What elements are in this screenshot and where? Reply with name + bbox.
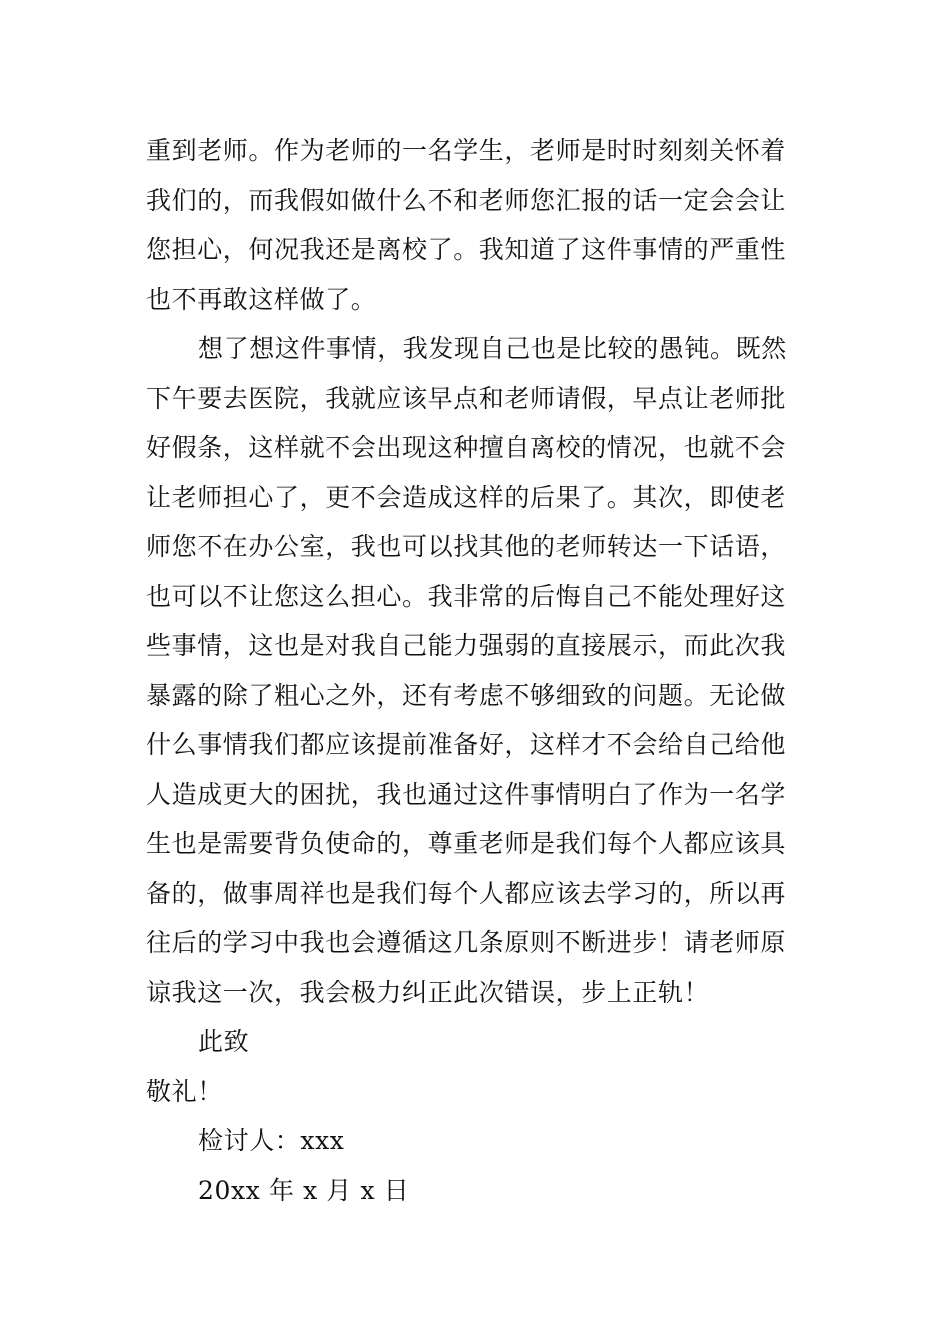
text-line: 想了想这件事情，我发现自己也是比较的愚钝。既然 [198,334,787,363]
text-line: 些事情，这也是对我自己能力强弱的直接展示，而此次我 [146,631,787,660]
text-line: 谅我这一次，我会极力纠正此次错误，步上正轨！ [146,977,710,1007]
text-line: 人造成更大的困扰，我也通过这件事情明白了作为一名学 [146,779,787,809]
text-line: 备的，做事周祥也是我们每个人都应该去学习的，所以再 [146,878,787,908]
closing-salutation: 此致 [198,1027,250,1056]
text-line: 我们的，而我假如做什么不和老师您汇报的话一定会会让 [146,185,787,215]
text-line: 暴露的除了粗心之外，还有考虑不够细致的问题。无论做 [146,680,787,710]
paragraph-2 [146,324,808,1017]
closing-respect: 敬礼！ [146,1076,223,1106]
text-line: 让老师担心了，更不会造成这样的后果了。其次，即使老 [146,482,787,512]
paragraph-1 [146,126,808,324]
text-line: 什么事情我们都应该提前准备好，这样才不会给自己给他 [146,730,787,759]
text-line: 往后的学习中我也会遵循这几条原则不断进步！请老师原 [146,928,787,957]
text-line: 重到老师。作为老师的一名学生，老师是时时刻刻关怀着 [146,136,787,165]
signature-line: 检讨人：xxx [198,1126,345,1155]
letter-closing [146,1017,808,1215]
text-line: 您担心，何况我还是离校了。我知道了这件事情的严重性 [146,235,787,264]
letter-body [146,126,808,1215]
text-line: 师您不在办公室，我也可以找其他的老师转达一下话语， [146,532,787,561]
text-line: 也不再敢这样做了。 [146,284,377,314]
text-line: 也可以不让您这么担心。我非常的后悔自己不能处理好这 [146,581,787,611]
text-line: 生也是需要背负使命的，尊重老师是我们每个人都应该具 [146,829,787,858]
text-line: 好假条，这样就不会出现这种擅自离校的情况，也就不会 [146,433,787,462]
date-line: 20xx 年 x 月 x 日 [198,1175,410,1205]
text-line: 下午要去医院，我就应该早点和老师请假，早点让老师批 [146,383,787,413]
